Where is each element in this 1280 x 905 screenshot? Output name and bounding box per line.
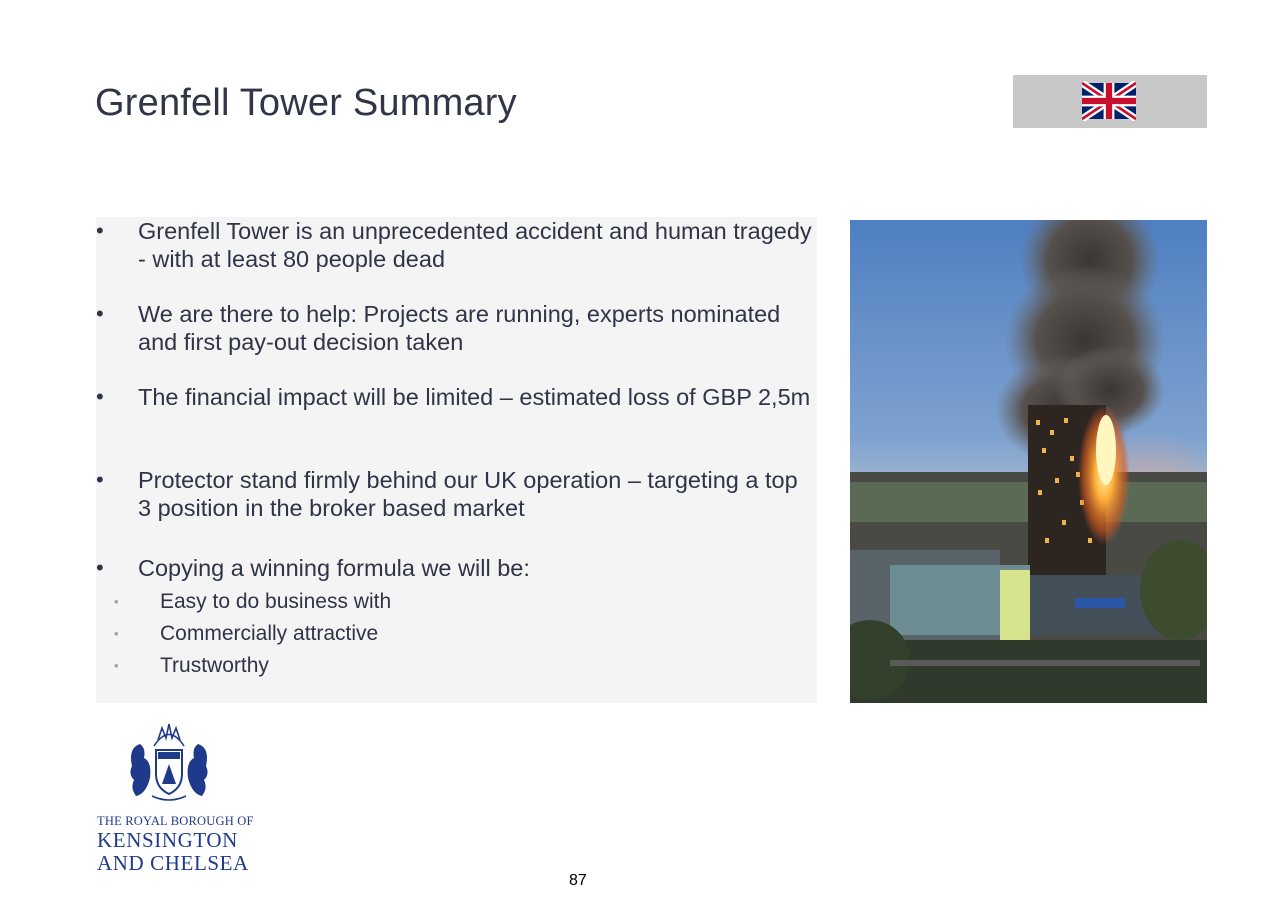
logo-line-3: AND CHELSEA — [97, 851, 249, 875]
slide-title: Grenfell Tower Summary — [95, 82, 517, 124]
bullet-text: We are there to help: Projects are running, experts nominated and first pay-out decision taken — [138, 301, 781, 355]
bullet-dot: • — [96, 555, 104, 580]
tower-fire-image — [850, 220, 1207, 703]
logo-line-2: KENSINGTON — [97, 828, 238, 852]
borough-crest-logo — [124, 718, 214, 809]
content-panel — [96, 217, 817, 703]
sub-bullet-item — [114, 651, 269, 681]
borough-logo-text — [97, 813, 254, 875]
sub-bullet-dot: • — [114, 594, 119, 609]
sub-bullet-dot: • — [114, 658, 119, 673]
flag-box — [1013, 75, 1207, 128]
bullet-dot: • — [96, 218, 104, 243]
sub-bullet-text: Trustworthy — [160, 654, 269, 677]
bullet-item — [96, 466, 812, 522]
sub-bullet-text: Easy to do business with — [160, 590, 392, 613]
sub-bullet-item — [114, 619, 378, 649]
tower-fire-photo — [850, 220, 1207, 703]
bullet-text: Copying a winning formula we will be: — [138, 555, 530, 581]
coat-of-arms-icon — [124, 718, 214, 804]
bullet-dot: • — [96, 301, 104, 326]
bullet-text: Grenfell Tower is an unprecedented accident and human tragedy - with at least 80 people dead — [138, 218, 812, 272]
bullet-dot: • — [96, 467, 104, 492]
bullet-item — [96, 300, 812, 356]
sub-bullet-text: Commercially attractive — [160, 622, 379, 645]
sub-bullet-dot: • — [114, 626, 119, 641]
bullet-dot: • — [96, 384, 104, 409]
logo-line-1: THE ROYAL BOROUGH OF — [97, 814, 254, 828]
bullet-item — [96, 554, 812, 582]
bullet-item — [96, 383, 812, 411]
sub-bullet-item — [114, 587, 391, 617]
bullet-text: The financial impact will be limited – estimated loss of GBP 2,5m — [138, 384, 811, 410]
union-jack-flag-icon — [1082, 81, 1136, 121]
page-number: 87 — [569, 872, 587, 889]
bullet-text: Protector stand firmly behind our UK operation – targeting a top 3 position in the broker based market — [138, 467, 798, 521]
bullet-item — [96, 217, 812, 273]
